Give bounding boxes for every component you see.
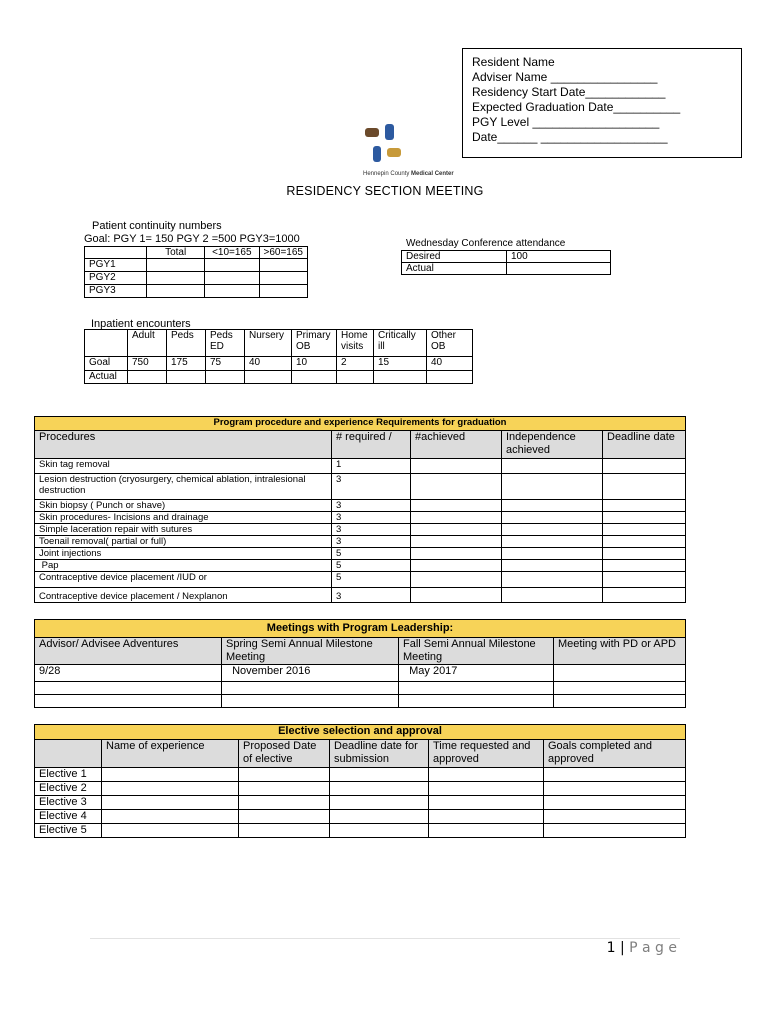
meetings-header-pd: Meeting with PD or APD (554, 638, 686, 665)
page-label: P a g e (629, 940, 677, 956)
procedure-required: 1 (332, 459, 411, 474)
procedure-achieved-cell[interactable] (411, 500, 502, 512)
logo-text-center: Medical Center (411, 171, 454, 177)
procedure-required: 3 (332, 524, 411, 536)
inpatient-goal-label: Goal (85, 357, 128, 371)
continuity-table (84, 246, 308, 298)
meeting-cell[interactable] (222, 682, 399, 695)
procedure-independence-cell[interactable] (502, 500, 603, 512)
continuity-cell[interactable] (259, 285, 308, 298)
inpatient-header-other-ob: Other OB (427, 330, 473, 357)
procedure-independence-cell[interactable] (502, 560, 603, 572)
meeting-cell[interactable] (399, 695, 554, 708)
procedures-header-required: # required / (332, 431, 411, 459)
page-footer (607, 940, 677, 956)
elective-cell[interactable] (330, 824, 429, 838)
procedure-name: Skin tag removal (35, 459, 332, 474)
elective-cell[interactable] (544, 810, 686, 824)
procedures-header-achieved: #achieved (411, 431, 502, 459)
elective-cell[interactable] (239, 810, 330, 824)
inpatient-actual-cell[interactable] (374, 371, 427, 384)
inpatient-actual-label: Actual (85, 371, 128, 384)
elective-cell[interactable] (239, 782, 330, 796)
date-line: Date______ ___________________ (472, 130, 668, 144)
continuity-goal: Goal: PGY 1= 150 PGY 2 =500 PGY3=1000 (84, 233, 300, 245)
procedure-achieved-cell[interactable] (411, 548, 502, 560)
inpatient-header-adult: Adult (128, 330, 167, 357)
inpatient-header-nursery: Nursery (245, 330, 292, 357)
procedure-deadline-cell[interactable] (603, 560, 686, 572)
continuity-cell[interactable] (147, 259, 205, 272)
conference-value-desired[interactable]: 100 (507, 251, 611, 263)
meeting-pd-date[interactable] (554, 665, 686, 682)
meeting-cell[interactable] (35, 682, 222, 695)
conference-value-actual[interactable] (507, 263, 611, 275)
inpatient-header-peds-ed: Peds ED (206, 330, 245, 357)
procedure-independence-cell[interactable] (502, 588, 603, 603)
elective-cell[interactable] (330, 782, 429, 796)
conference-label-desired: Desired (402, 251, 507, 263)
electives-header-goals: Goals completed and approved (544, 740, 686, 768)
continuity-row-label: PGY3 (85, 285, 147, 298)
procedure-deadline-cell[interactable] (603, 459, 686, 474)
procedure-required: 3 (332, 512, 411, 524)
procedure-independence-cell[interactable] (502, 524, 603, 536)
electives-header-time-requested: Time requested and approved (429, 740, 544, 768)
procedure-independence-cell[interactable] (502, 548, 603, 560)
elective-label: Elective 5 (35, 824, 102, 838)
procedure-required: 3 (332, 474, 411, 500)
inpatient-header-primary-ob: Primary OB (292, 330, 337, 357)
elective-cell[interactable] (429, 796, 544, 810)
conference-table (401, 250, 611, 275)
procedures-section-title: Program procedure and experience Requirements for graduation (35, 417, 686, 431)
resident-name-line: Resident Name (472, 55, 555, 69)
elective-cell[interactable] (330, 768, 429, 782)
procedures-header-procedures: Procedures (35, 431, 332, 459)
continuity-row-label: PGY2 (85, 272, 147, 285)
procedure-independence-cell[interactable] (502, 536, 603, 548)
elective-cell[interactable] (330, 810, 429, 824)
inpatient-table (84, 329, 473, 384)
procedure-independence-cell[interactable] (502, 572, 603, 588)
inpatient-goal-cell: 2 (337, 357, 374, 371)
elective-cell[interactable] (429, 810, 544, 824)
procedures-header-deadline: Deadline date (603, 431, 686, 459)
elective-cell[interactable] (239, 768, 330, 782)
continuity-cell[interactable] (205, 285, 259, 298)
elective-cell[interactable] (544, 782, 686, 796)
procedure-independence-cell[interactable] (502, 474, 603, 500)
electives-header-name: Name of experience (102, 740, 239, 768)
procedure-achieved-cell[interactable] (411, 512, 502, 524)
elective-label: Elective 4 (35, 810, 102, 824)
meeting-cell[interactable] (554, 695, 686, 708)
meeting-cell[interactable] (554, 682, 686, 695)
elective-cell[interactable] (239, 796, 330, 810)
inpatient-goal-cell: 75 (206, 357, 245, 371)
logo-text-county: Hennepin County (363, 171, 410, 177)
procedure-name: Contraceptive device placement / Nexplanon (35, 588, 332, 603)
meetings-table (34, 619, 686, 708)
procedure-name: Pap (35, 560, 332, 572)
procedure-deadline-cell[interactable] (603, 474, 686, 500)
inpatient-actual-cell[interactable] (337, 371, 374, 384)
procedure-deadline-cell[interactable] (603, 536, 686, 548)
procedure-required: 5 (332, 548, 411, 560)
continuity-cell[interactable] (147, 285, 205, 298)
elective-cell[interactable] (429, 824, 544, 838)
procedure-required: 5 (332, 560, 411, 572)
elective-cell[interactable] (102, 768, 239, 782)
procedure-independence-cell[interactable] (502, 459, 603, 474)
procedure-deadline-cell[interactable] (603, 524, 686, 536)
elective-cell[interactable] (429, 768, 544, 782)
elective-cell[interactable] (544, 824, 686, 838)
procedure-deadline-cell[interactable] (603, 572, 686, 588)
procedure-name: Lesion destruction (cryosurgery, chemical ablation, intralesional destruction (35, 474, 332, 500)
electives-table (34, 724, 686, 838)
electives-header-deadline: Deadline date for submission (330, 740, 429, 768)
elective-label: Elective 3 (35, 796, 102, 810)
inpatient-actual-cell[interactable] (128, 371, 167, 384)
elective-cell[interactable] (330, 796, 429, 810)
adviser-name-line: Adviser Name ________________ (472, 70, 658, 84)
elective-cell[interactable] (239, 824, 330, 838)
elective-cell[interactable] (102, 796, 239, 810)
electives-section-title: Elective selection and approval (35, 725, 686, 740)
procedure-name: Simple laceration repair with sutures (35, 524, 332, 536)
procedure-achieved-cell[interactable] (411, 536, 502, 548)
procedure-deadline-cell[interactable] (603, 500, 686, 512)
meeting-cell[interactable] (35, 695, 222, 708)
inpatient-goal-cell: 175 (167, 357, 206, 371)
page-number: 1 (606, 940, 616, 956)
continuity-header-total: Total (147, 247, 205, 259)
continuity-cell[interactable] (147, 272, 205, 285)
meetings-header-advisor: Advisor/ Advisee Adventures (35, 638, 222, 665)
procedures-table (34, 416, 686, 603)
procedure-achieved-cell[interactable] (411, 474, 502, 500)
procedure-required: 3 (332, 536, 411, 548)
hcmc-logo (355, 122, 454, 184)
procedure-achieved-cell[interactable] (411, 572, 502, 588)
procedure-name: Contraceptive device placement /IUD or (35, 572, 332, 588)
meetings-section-title: Meetings with Program Leadership: (35, 620, 686, 638)
pgy-level-line: PGY Level ___________________ (472, 115, 660, 129)
procedure-required: 5 (332, 572, 411, 588)
meeting-cell[interactable] (399, 682, 554, 695)
procedure-achieved-cell[interactable] (411, 560, 502, 572)
electives-header-proposed-date: Proposed Date of elective (239, 740, 330, 768)
procedure-deadline-cell[interactable] (603, 548, 686, 560)
electives-header-blank (35, 740, 102, 768)
procedure-name: Joint injections (35, 548, 332, 560)
procedure-name: Skin procedures- Incisions and drainage (35, 512, 332, 524)
inpatient-actual-cell[interactable] (245, 371, 292, 384)
elective-cell[interactable] (102, 810, 239, 824)
footer-separator: | (619, 940, 625, 956)
inpatient-actual-cell[interactable] (167, 371, 206, 384)
procedure-deadline-cell[interactable] (603, 588, 686, 603)
continuity-cell[interactable] (259, 272, 308, 285)
procedure-required: 3 (332, 500, 411, 512)
inpatient-title: Inpatient encounters (91, 318, 191, 330)
conference-label-actual: Actual (402, 263, 507, 275)
elective-label: Elective 2 (35, 782, 102, 796)
meeting-fall-date[interactable]: May 2017 (399, 665, 554, 682)
inpatient-goal-cell: 10 (292, 357, 337, 371)
elective-cell[interactable] (102, 782, 239, 796)
elective-label: Elective 1 (35, 768, 102, 782)
inpatient-header-home-visits: Home visits (337, 330, 374, 357)
continuity-cell[interactable] (205, 259, 259, 272)
meeting-cell[interactable] (222, 695, 399, 708)
meeting-spring-date[interactable]: November 2016 (222, 665, 399, 682)
residency-start-line: Residency Start Date____________ (472, 85, 666, 99)
hands-logo-icon (355, 122, 445, 170)
resident-info-box (462, 48, 742, 158)
continuity-title: Patient continuity numbers (92, 220, 222, 232)
procedure-achieved-cell[interactable] (411, 459, 502, 474)
footer-divider (90, 938, 680, 939)
elective-cell[interactable] (429, 782, 544, 796)
meeting-advisor-date[interactable]: 9/28 (35, 665, 222, 682)
inpatient-goal-cell: 40 (427, 357, 473, 371)
procedure-name: Toenail removal( partial or full) (35, 536, 332, 548)
continuity-header-lt10: <10=165 (205, 247, 259, 259)
meetings-header-fall: Fall Semi Annual Milestone Meeting (399, 638, 554, 665)
procedure-name: Skin biopsy ( Punch or shave) (35, 500, 332, 512)
continuity-header-gt60: >60=165 (259, 247, 308, 259)
continuity-row-label: PGY1 (85, 259, 147, 272)
elective-cell[interactable] (102, 824, 239, 838)
expected-graduation-line: Expected Graduation Date__________ (472, 100, 681, 114)
inpatient-actual-cell[interactable] (206, 371, 245, 384)
inpatient-header-blank (85, 330, 128, 357)
inpatient-goal-cell: 15 (374, 357, 427, 371)
procedure-independence-cell[interactable] (502, 512, 603, 524)
continuity-cell[interactable] (259, 259, 308, 272)
procedure-required: 3 (332, 588, 411, 603)
continuity-header-blank (85, 247, 147, 259)
procedure-achieved-cell[interactable] (411, 588, 502, 603)
inpatient-goal-cell: 750 (128, 357, 167, 371)
procedures-header-independence: Independence achieved (502, 431, 603, 459)
inpatient-goal-cell: 40 (245, 357, 292, 371)
inpatient-header-peds: Peds (167, 330, 206, 357)
meetings-header-spring: Spring Semi Annual Milestone Meeting (222, 638, 399, 665)
procedure-achieved-cell[interactable] (411, 524, 502, 536)
elective-cell[interactable] (544, 768, 686, 782)
inpatient-header-critically-ill: Critically ill (374, 330, 427, 357)
continuity-cell[interactable] (205, 272, 259, 285)
inpatient-actual-cell[interactable] (427, 371, 473, 384)
procedure-deadline-cell[interactable] (603, 512, 686, 524)
elective-cell[interactable] (544, 796, 686, 810)
conference-title: Wednesday Conference attendance (406, 238, 566, 249)
page-title: RESIDENCY SECTION MEETING (286, 184, 484, 198)
inpatient-actual-cell[interactable] (292, 371, 337, 384)
